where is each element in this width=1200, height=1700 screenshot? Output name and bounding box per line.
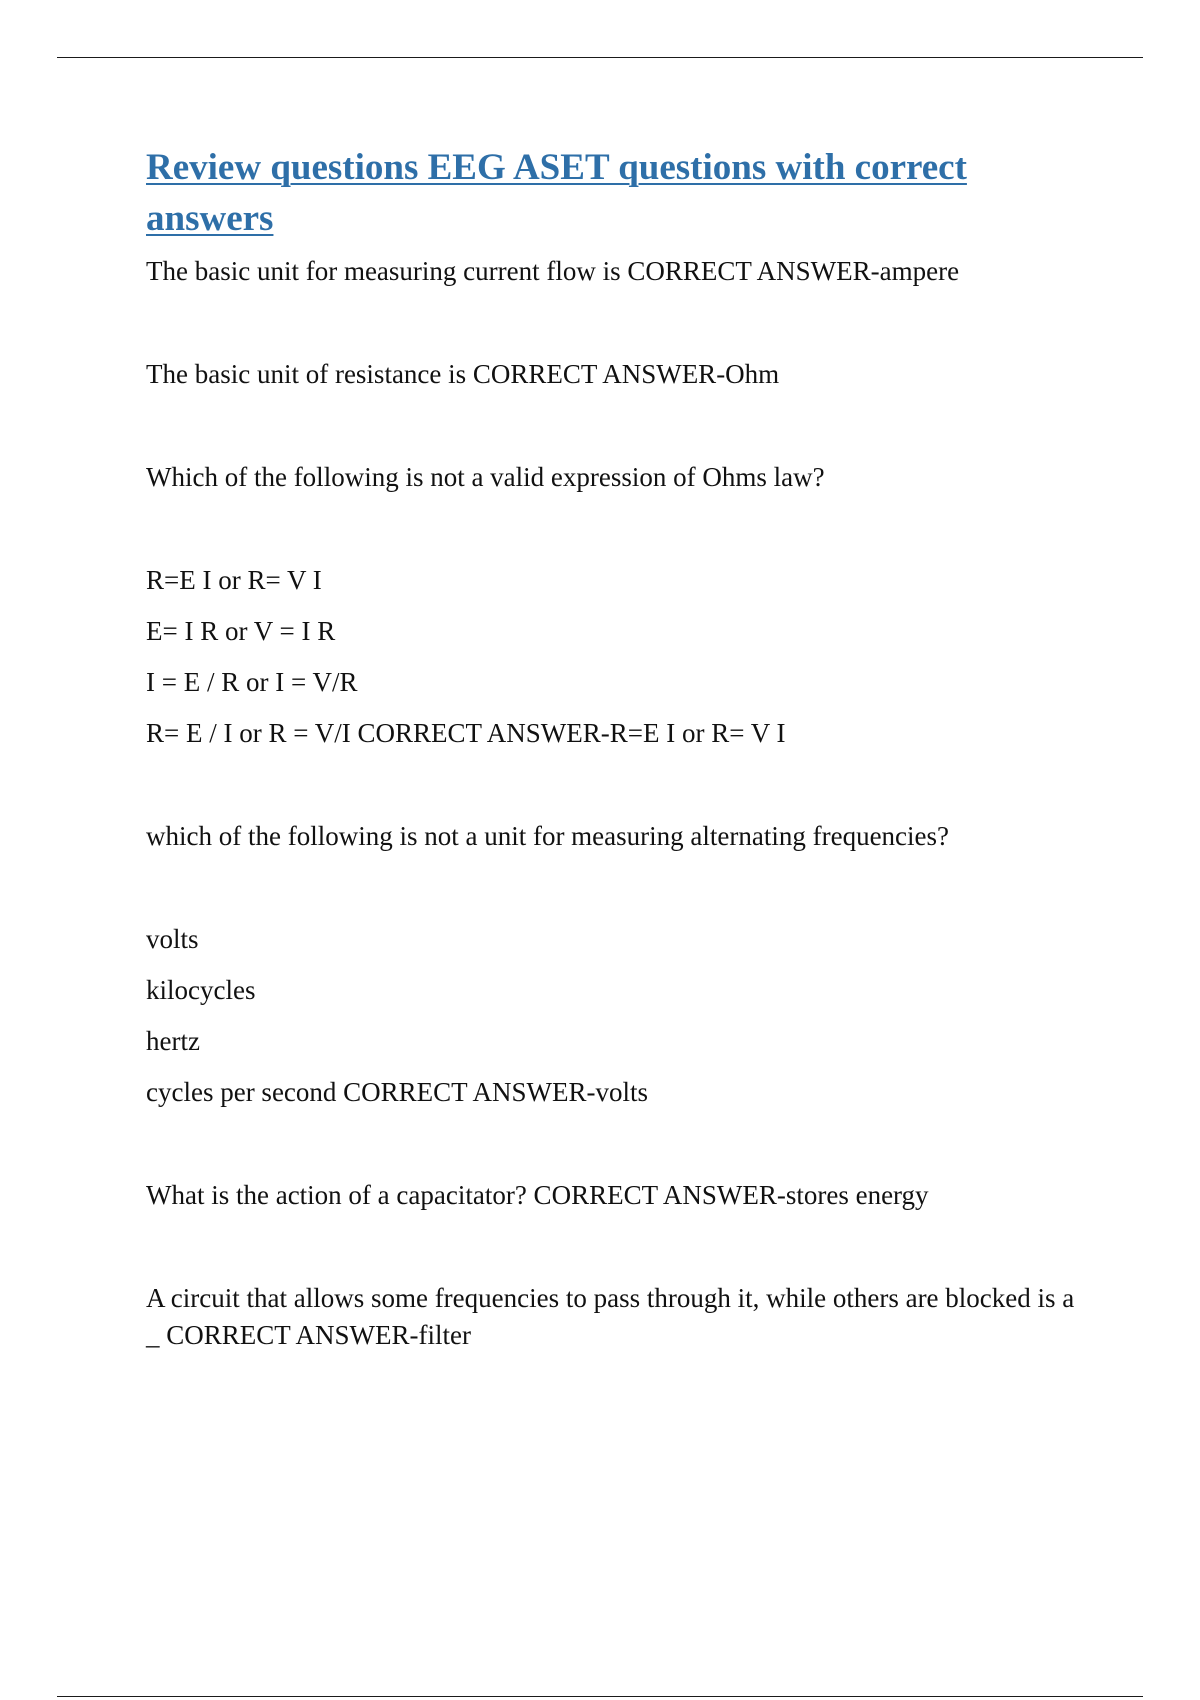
question-resistance-unit: The basic unit of resistance is CORRECT ANSWER-Ohm xyxy=(146,359,780,389)
frequency-option-3: hertz xyxy=(146,1026,200,1056)
question-current-unit: The basic unit for measuring current flow is CORRECT ANSWER-ampere xyxy=(146,256,960,286)
frequency-option-2: kilocycles xyxy=(146,975,256,1005)
ohms-law-option-3: I = E / R or I = V/R xyxy=(146,667,358,697)
ohms-law-option-2: E= I R or V = I R xyxy=(146,616,336,646)
header-rule xyxy=(57,57,1143,58)
question-filter: A circuit that allows some frequencies to pass through it, while others are blocked is a _ CORRECT ANSWER-filter xyxy=(146,1283,1082,1350)
document-title: Review questions EEG ASET questions with correct answers xyxy=(146,147,967,239)
frequency-option-4-answer: cycles per second CORRECT ANSWER-volts xyxy=(146,1077,648,1107)
footer-rule xyxy=(57,1696,1143,1697)
question-capacitor: What is the action of a capacitator? CORRECT ANSWER-stores energy xyxy=(146,1180,929,1210)
document-body xyxy=(146,142,1096,1354)
ohms-law-option-1: R=E I or R= V I xyxy=(146,565,322,595)
question-frequency-units: which of the following is not a unit for measuring alternating frequencies? xyxy=(146,821,950,851)
frequency-option-1: volts xyxy=(146,924,199,954)
ohms-law-option-4-answer: R= E / I or R = V/I CORRECT ANSWER-R=E I or R= V I xyxy=(146,718,786,748)
question-ohms-law: Which of the following is not a valid expression of Ohms law? xyxy=(146,462,825,492)
